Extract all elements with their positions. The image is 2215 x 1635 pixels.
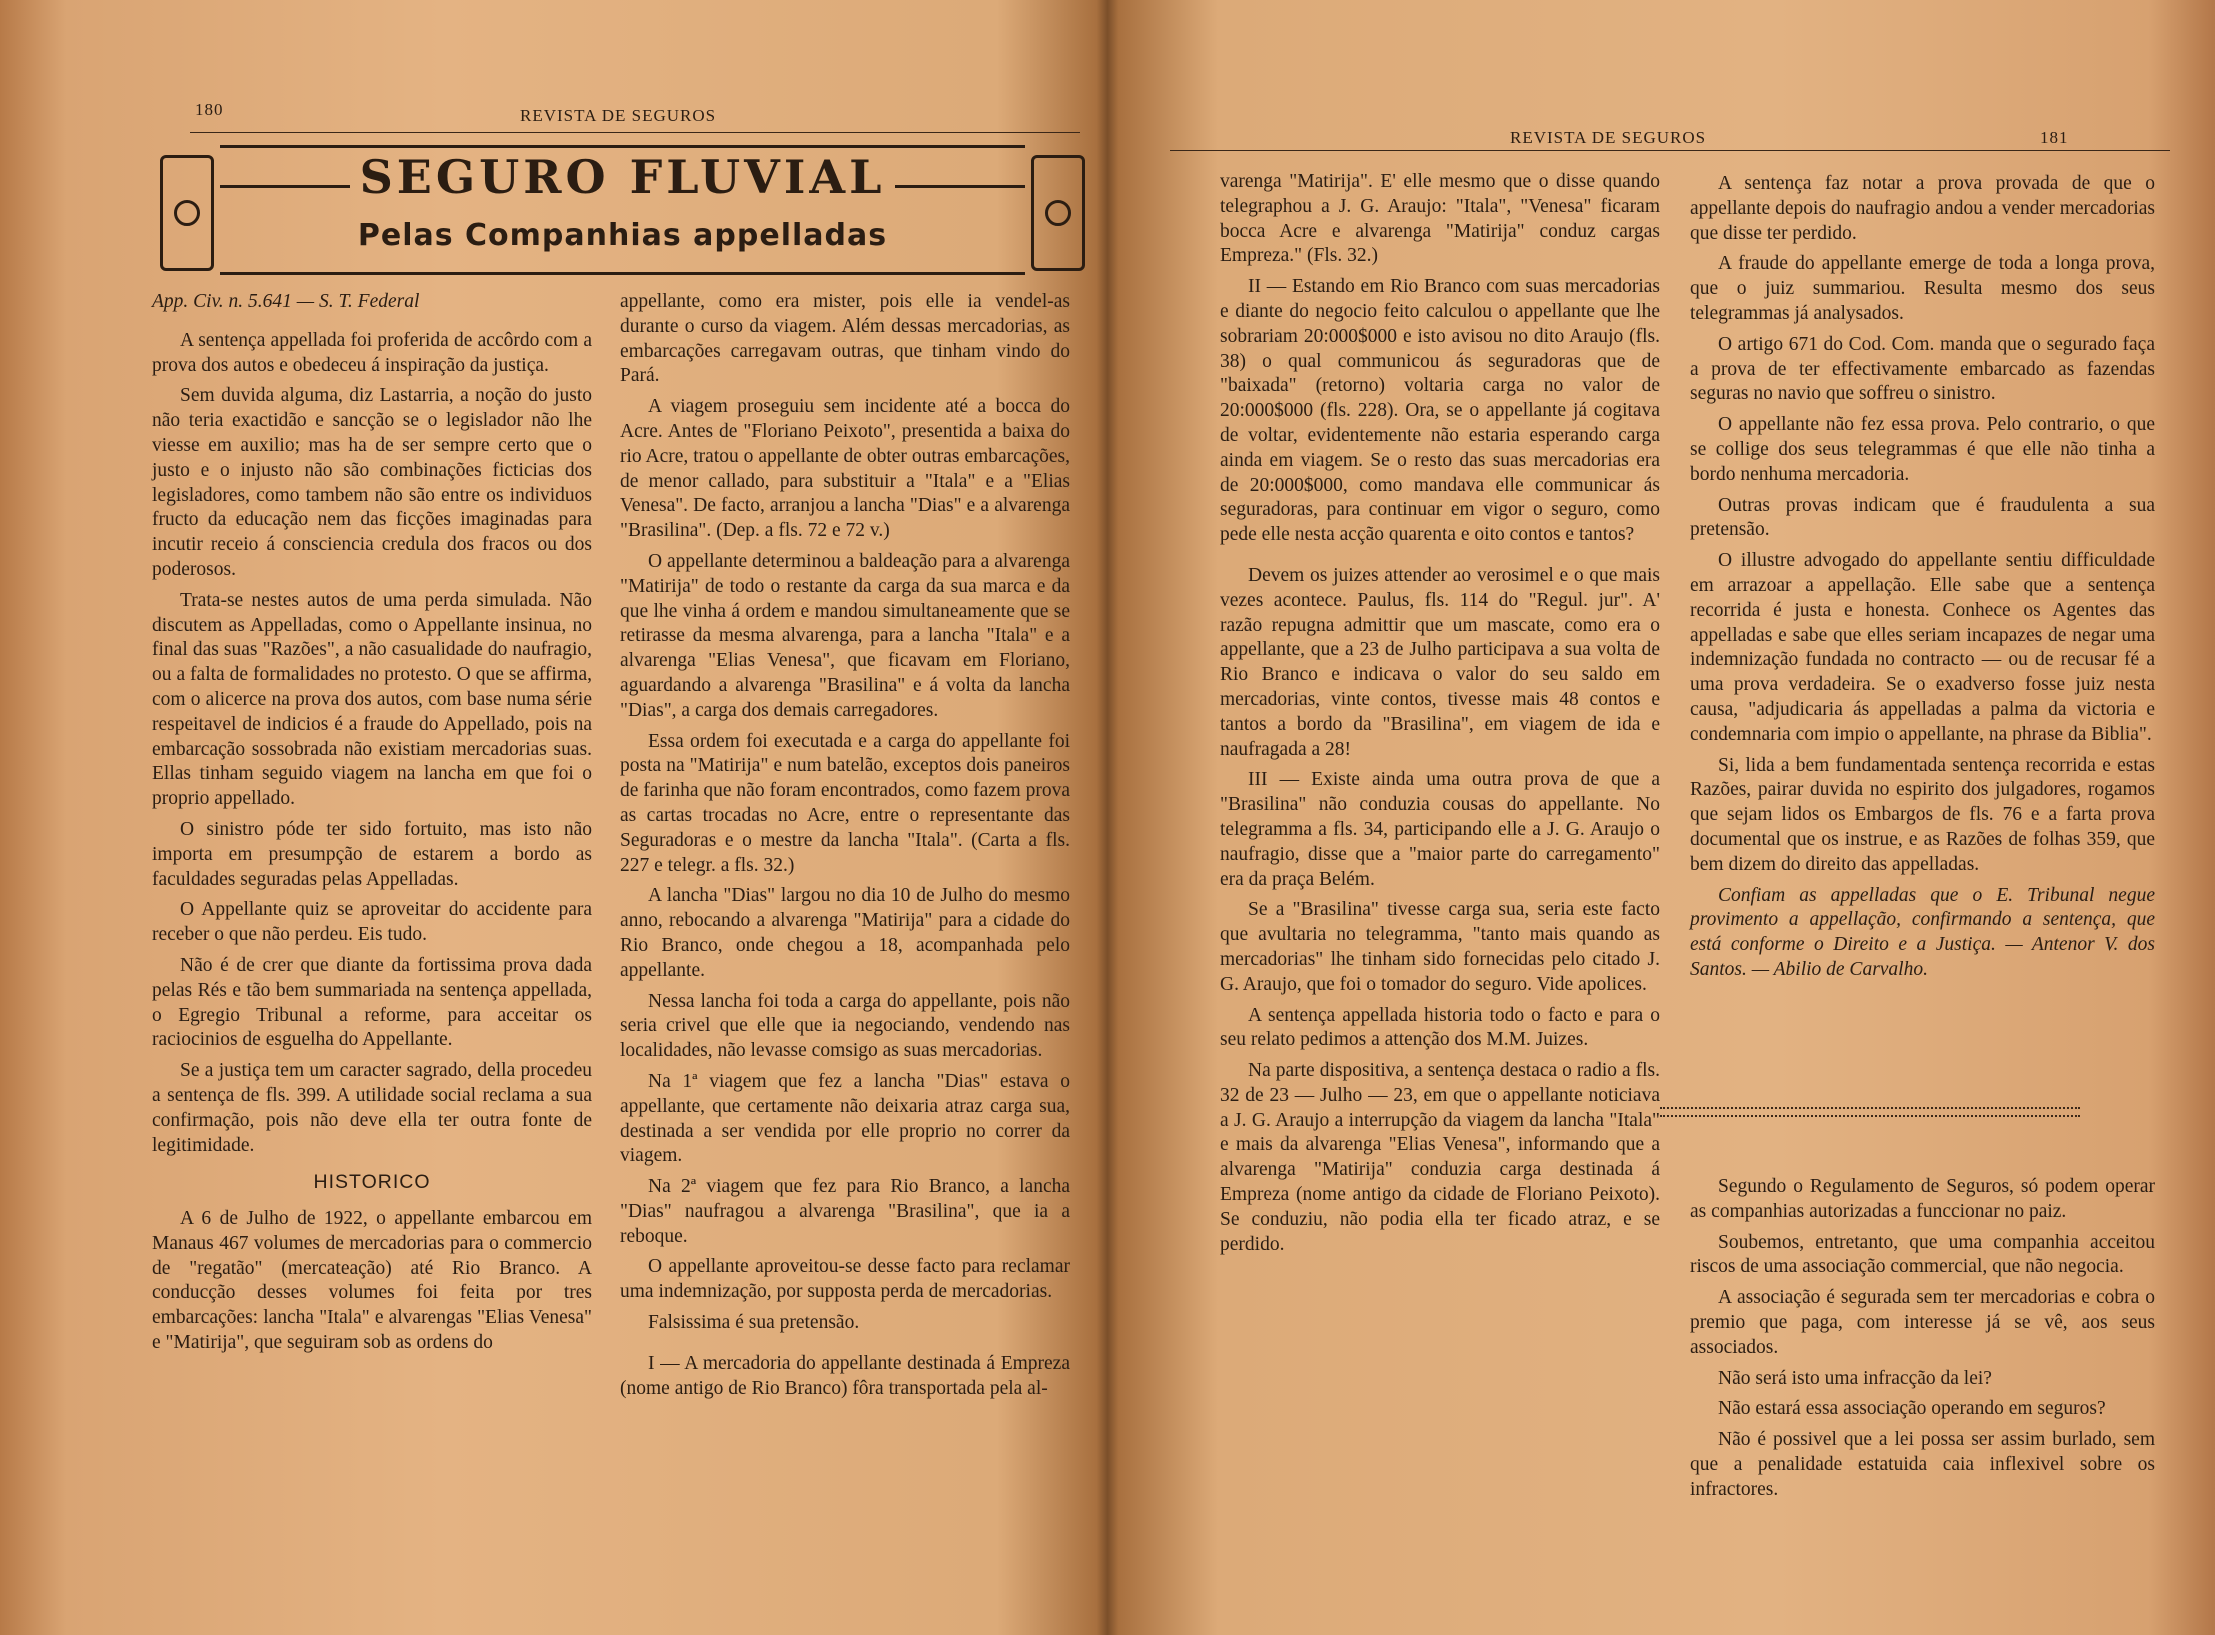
- paragraph: A lancha "Dias" largou no dia 10 de Julho do mesmo anno, rebocando a alvarenga "Matirija" para a cidade do Rio Branco, onde chegou a 18, acompanhada pelo appellante.: [620, 885, 1070, 981]
- right-page: [1110, 0, 2215, 1635]
- paragraph: Sem duvida alguma, diz Lastarria, a noção do justo não teria exactidão e sancção se o legislador não lhe viesse em auxilio; mas ha de ser sempre certo que o justo e o injusto não são combinações ficticias dos legisladores, como tambem não são entre os individuos fructo da educação nem das ficções imaginadas para incutir receio á consciencia credula dos fracos ou dos poderosos.: [152, 385, 592, 580]
- case-reference: App. Civ. n. 5.641 — S. T. Federal: [152, 291, 420, 312]
- paragraph: O Appellante quiz se aproveitar do accidente para receber o que não perdeu. Eis tudo.: [152, 899, 592, 946]
- paragraph: varenga "Matirija". E' elle mesmo que o disse quando telegraphou a J. G. Araujo: "Itala", "Venesa" ficaram bocca Acre e alvarenga "Matirija" conduz cargas Empreza." (Fls. 32.): [1220, 171, 1660, 267]
- paragraph: O appellante determinou a baldeação para a alvarenga "Matirija" de todo o restante da carga da sua marca e da que lhe vinha á ordem e mandou simultaneamente que se retirasse da mesma alvarenga, para a lancha "Itala" e a alvarenga "Elias Venesa", que ficavam em Floriano, aguardando a alvarenga "Brasilina" e á volta da lancha "Dias", a carga dos demais carregadores.: [620, 550, 1070, 721]
- section-divider: [1660, 1107, 2080, 1117]
- paragraph: Segundo o Regulamento de Seguros, só podem operar as companhias autorizadas a funccionar no paiz.: [1690, 1176, 2155, 1222]
- paragraph: I — A mercadoria do appellante destinada á Empreza (nome antigo de Rio Branco) fôra transportada pela al-: [620, 1352, 1070, 1399]
- paragraph: A 6 de Julho de 1922, o appellante embarcou em Manaus 467 volumes de mercadorias para o commercio de "regatão" (mercateação) até Rio Branco. A conducção desses volumes foi feita por tres embarcações: lancha "Itala" e alvarengas "Elias Venesa" e "Matirija", que seguiram sob as ordens do: [152, 1208, 592, 1354]
- paragraph: O illustre advogado do appellante sentiu difficuldade em arrazoar a appellação. Elle sabe que a sentença recorrida é justa e honesta. Conhece os Agentes das appelladas e sabe que elles seriam incapazes de negar uma indemnização fundada no contracto — ou de recusar fé a uma prova verdadeira. Se o exadverso fosse juiz nesta causa, "adjudicaria ás appelladas a palma da victoria e condemnaria com impio o appellante, na phrase da Biblia".: [1690, 550, 2155, 745]
- right-col-2: [1690, 172, 2155, 989]
- left-col-2: [620, 290, 1070, 1407]
- paragraph: A sentença appellada foi proferida de accôrdo com a prova dos autos e obedeceu á inspiração da justiça.: [152, 329, 592, 376]
- article-subtitle: Pelas Companhias appelladas: [357, 218, 888, 253]
- left-page: [0, 0, 1100, 1635]
- paragraph: Não será isto uma infracção da lei?: [1718, 1367, 1992, 1389]
- paragraph: appellante, como era mister, pois elle ia vendel-as durante o curso da viagem. Além dessas mercadorias, as embarcações carregavam outras, que tinham vindo do Pará.: [620, 291, 1070, 387]
- page-number: 180: [195, 100, 224, 119]
- page-number: 181: [2040, 128, 2069, 147]
- paragraph: II — Estando em Rio Branco com suas mercadorias e diante do negocio feito calculou o appellante que lhe sobrariam 20:000$000 e isto avisou no dito Araujo (fls. 38) o qual communicou ás seguradoras que de "baixada" (retorno) voltaria carga no valor de 20:000$000 (fls. 228). Ora, se o appellante já cogitava de voltar, evidentemente não estaria esperando carga ainda em viagem. Se o resto das suas mercadorias era de 20:000$000, como mandava elle communicar ás seguradoras, para continuar em vigor o seguro, como pede elle nesta acção quarenta e oito contos e tantos?: [1220, 276, 1660, 546]
- paragraph: Falsissima é sua pretensão.: [648, 1312, 860, 1334]
- paragraph: III — Existe ainda uma outra prova de que a "Brasilina" não conduzia cousas do appellante. No telegramma a fls. 34, participando elle a J. G. Araujo o naufragio, disse que a "maior parte do carregamento" era da praça Belém.: [1220, 769, 1660, 890]
- paragraph: Essa ordem foi executada e a carga do appellante foi posta na "Matirija" e num batelão, exceptos dois paneiros de farinha que não foram encontrados, como fazem prova as cartas trocadas no Acre, entre o representante das Seguradoras e o mestre da lancha "Itala". (Carta a fls. 227 e telegr. a fls. 32.): [620, 730, 1070, 876]
- paragraph: Na 1ª viagem que fez a lancha "Dias" estava o appellante, que certamente não deixaria atraz carga sua, destinada a ser vendida por elle proprio no correr da viagem.: [620, 1070, 1070, 1167]
- paragraph: O sinistro póde ter sido fortuito, mas isto não importa em presumpção de estarem a bordo as faculdades seguradas pelas Appelladas.: [152, 818, 592, 890]
- paragraph: Não estará essa associação operando em seguros?: [1718, 1398, 2106, 1420]
- paragraph: Devem os juizes attender ao verosimel e o que mais vezes acontece. Paulus, fls. 114 do "Regul. jur". A' razão repugna admittir que um mascate, como era o appellante, que a 23 de Julho participava a sua volta de Rio Branco e indicava o valor do seu saldo em mercadorias, vinte contos, tivesse mais 48 contos e tantos a bordo da "Brasilina", em viagem de ida e naufragada a 28!: [1220, 564, 1660, 760]
- paragraph: Nessa lancha foi toda a carga do appellante, pois não seria crivel que elle que ia negociando, vendendo nas localidades, não levasse comsigo as suas mercadorias.: [620, 990, 1070, 1062]
- paragraph: Se a "Brasilina" tivesse carga sua, seria este facto que avultaria no telegramma, "tanto mais quando as mercadorias" lhe tinham sido fornecidas pelo citado J. G. Araujo, que foi o tomador do seguro. Vide apolices.: [1220, 899, 1660, 995]
- paragraph: Se a justiça tem um caracter sagrado, della procedeu a sentença de fls. 399. A utilidade social reclama a sua confirmação, pois não deve ella ter outra fonte de legitimidade.: [152, 1060, 592, 1156]
- left-col-1: [152, 290, 592, 1362]
- paragraph: Não é de crer que diante da fortissima prova dada pelas Rés e tão bem summariada na sentença appellada, o Egregio Tribunal a reforme, para acceitar os raciocinios de esguelha do Appellante.: [152, 954, 592, 1051]
- paragraph: Soubemos, entretanto, que uma companhia acceitou riscos de uma associação commercial, que não negocia.: [1690, 1231, 2155, 1278]
- article-title: SEGURO FLUVIAL: [359, 150, 886, 204]
- paragraph: Si, lida a bem fundamentada sentença recorrida e estas Razões, pairar duvida no espirito dos julgadores, rogamos que sejam lidos os Embargos de fls. 76 e a farta prova documental que os instrue, e as Razões de folhas 359, que bem dizem do direito das appelladas.: [1690, 754, 2155, 875]
- paragraph: A sentença faz notar a prova provada de que o appellante depois do naufragio andou a vender mercadorias que disse ter perdido.: [1690, 173, 2155, 244]
- paragraph: A fraude do appellante emerge de toda a longa prova, que o juiz summariou. Resulta mesmo dos seus telegrammas já analysados.: [1690, 253, 2155, 324]
- paragraph: Na 2ª viagem que fez para Rio Branco, a lancha "Dias" naufragou a alvarenga "Brasilina", que ia a reboque.: [620, 1176, 1070, 1247]
- paragraph: A sentença appellada historia todo o facto e para o seu relato pedimos a attenção dos M.M. Juizes.: [1220, 1004, 1660, 1051]
- paragraph: Outras provas indicam que é fraudulenta a sua pretensão.: [1690, 494, 2155, 541]
- header-rule: [1170, 150, 2170, 151]
- signature-paragraph: Confiam as appelladas que o E. Tribunal negue provimento a appellação, confirmando a sentença, que está conforme o Direito e a Justiça. — Antenor V. dos Santos. — Abilio de Carvalho.: [1690, 884, 2155, 980]
- header-rule: [190, 132, 1080, 133]
- right-col-1: [1220, 170, 1660, 1263]
- paragraph: Trata-se nestes autos de uma perda simulada. Não discutem as Appelladas, como o Appellante insinua, no final das suas "Razões", a não casualidade do naufragio, ou a falta de formalidades no protesto. O que se affirma, com o alicerce na prova dos autos, com base numa série respeitavel de indicios é a fraude do Appellado, pois na embarcação sossobrada não existiam mercadorias suas. Ellas tinham seguido viagem na lancha em que foi o proprio appellado.: [152, 589, 592, 810]
- paragraph: A associação é segurada sem ter mercadorias e cobra o premio que paga, com interesse já se vê, aos seus associados.: [1690, 1287, 2155, 1358]
- section-heading: HISTORICO: [313, 1171, 431, 1194]
- running-head: REVISTA DE SEGUROS: [1510, 128, 1707, 147]
- paragraph: O artigo 671 do Cod. Com. manda que o segurado faça a prova de ter effectivamente embarcado as fazendas seguras no navio que soffreu o sinistro.: [1690, 333, 2155, 405]
- paragraph: O appellante aproveitou-se desse facto para reclamar uma indemnização, por supposta perda de mercadorias.: [620, 1256, 1070, 1303]
- right-col-2-note: [1690, 1175, 2155, 1509]
- article-title-banner: [160, 140, 1085, 285]
- paragraph: O appellante não fez essa prova. Pelo contrario, o que se collige dos seus telegrammas é que elle não tinha a bordo nenhuma mercadoria.: [1690, 414, 2155, 485]
- paragraph: A viagem proseguiu sem incidente até a bocca do Acre. Antes de "Floriano Peixoto", presentida a baixa do rio Acre, tratou o appellante de obter outras embarcações, de menor callado, para substituir a "Itala" e a "Elias Venesa". De facto, arranjou a lancha "Dias" e a alvarenga "Brasilina". (Dep. a fls. 72 e 72 v.): [620, 396, 1070, 542]
- paragraph: Na parte dispositiva, a sentença destaca o radio a fls. 32 de 23 — Julho — 23, em que o appellante noticiava a J. G. Araujo a interrupção da viagem da lancha "Itala" e mais da alvarenga "Elias Venesa", informando que a alvarenga "Matirija" conduzia carga destinada á Empreza (nome antigo da cidade de Floriano Peixoto). Se conduziu, não podia ella ter ficado atraz, e se perdido.: [1220, 1060, 1660, 1255]
- paragraph: Não é possivel que a lei possa ser assim burlado, sem que a penalidade estatuida caia inflexivel sobre os infractores.: [1690, 1429, 2155, 1500]
- running-head: REVISTA DE SEGUROS: [520, 106, 717, 125]
